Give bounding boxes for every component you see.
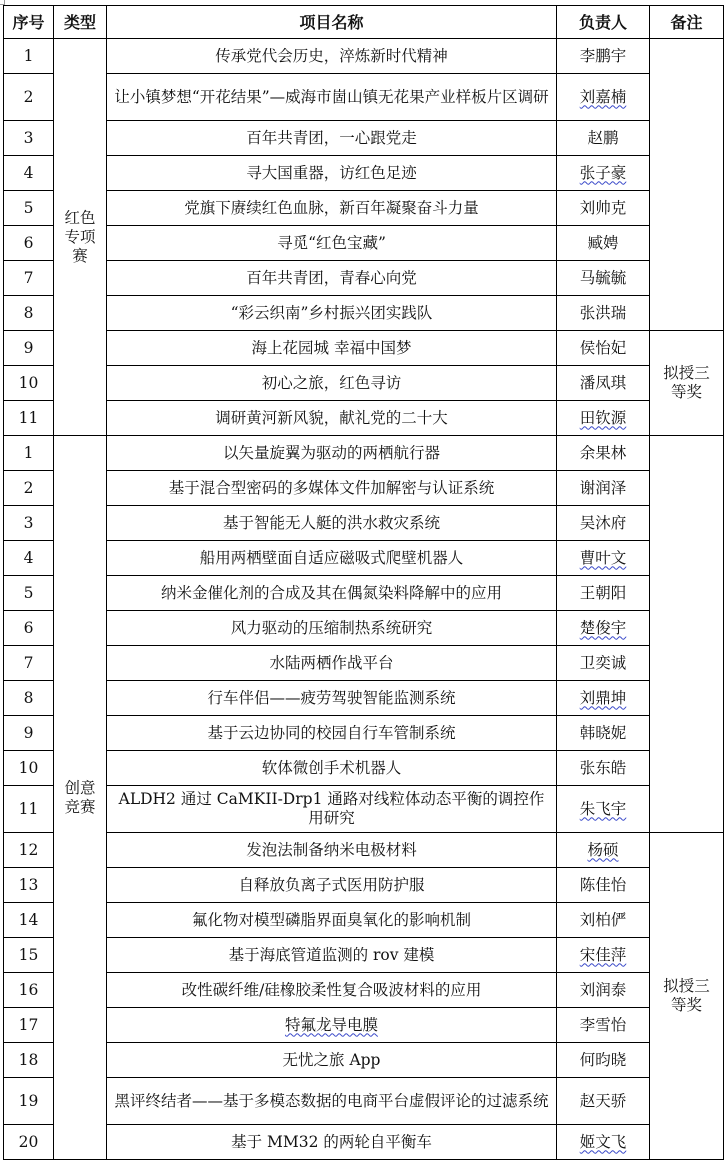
- project-lead: 何昀晓: [557, 1043, 650, 1078]
- project-lead: 张洪瑞: [557, 296, 650, 331]
- row-no: 4: [4, 541, 54, 576]
- lead-text: 曹叶文: [579, 548, 627, 567]
- row-no: 7: [4, 646, 54, 681]
- project-lead: [557, 611, 650, 646]
- row-no: 7: [4, 261, 54, 296]
- table-row: [4, 1008, 724, 1043]
- project-lead: 王朝阳: [557, 576, 650, 611]
- row-no: 5: [4, 576, 54, 611]
- note-award-red: 拟授三 等奖: [650, 331, 724, 436]
- project-lead: 李鹏宇: [557, 39, 650, 74]
- table-row: [4, 191, 724, 226]
- table-row: [4, 471, 724, 506]
- project-lead: [557, 938, 650, 973]
- project-lead: [557, 833, 650, 868]
- project-name: 基于混合型密码的多媒体文件加解密与认证系统: [107, 471, 557, 506]
- project-lead: 张东皓: [557, 751, 650, 786]
- project-lead: [557, 681, 650, 716]
- note-empty: [650, 436, 724, 833]
- row-no: 11: [4, 786, 54, 833]
- lead-text: 田钦源: [579, 408, 627, 427]
- project-lead: 余果林: [557, 436, 650, 471]
- header-type: 类型: [54, 6, 107, 39]
- header-row: [4, 6, 724, 39]
- project-name: [107, 1008, 557, 1043]
- table-row: [4, 261, 724, 296]
- row-no: 19: [4, 1078, 54, 1125]
- row-no: 3: [4, 506, 54, 541]
- project-name: “彩云织南”乡村振兴团实践队: [107, 296, 557, 331]
- lead-text: 张子豪: [579, 163, 627, 182]
- lead-text: 刘嘉楠: [579, 87, 627, 106]
- table-row: [4, 541, 724, 576]
- project-lead: [557, 541, 650, 576]
- row-no: 6: [4, 226, 54, 261]
- project-name: 党旗下赓续红色血脉，新百年凝聚奋斗力量: [107, 191, 557, 226]
- row-no: 6: [4, 611, 54, 646]
- table-row: [4, 716, 724, 751]
- table-row: [4, 506, 724, 541]
- row-no: 8: [4, 296, 54, 331]
- project-lead: 韩晓妮: [557, 716, 650, 751]
- row-no: 5: [4, 191, 54, 226]
- header-name: 项目名称: [107, 6, 557, 39]
- row-no: 12: [4, 833, 54, 868]
- project-name: 初心之旅，红色寻访: [107, 366, 557, 401]
- project-name: 自释放负离子式医用防护服: [107, 868, 557, 903]
- project-lead: 吴沐府: [557, 506, 650, 541]
- project-name: 黑评终结者——基于多模态数据的电商平台虚假评论的过滤系统: [107, 1078, 557, 1125]
- project-lead: [557, 401, 650, 436]
- award-table: [3, 5, 724, 1160]
- table-row: [4, 681, 724, 716]
- project-lead: 李雪怡: [557, 1008, 650, 1043]
- project-name: 以矢量旋翼为驱动的两栖航行器: [107, 436, 557, 471]
- project-lead: 卫奕诚: [557, 646, 650, 681]
- project-name: 寻大国重器，访红色足迹: [107, 156, 557, 191]
- row-no: 9: [4, 716, 54, 751]
- header-note: 备注: [650, 6, 724, 39]
- project-lead: 刘柏俨: [557, 903, 650, 938]
- table-row: [4, 1078, 724, 1125]
- lead-text: 宋佳萍: [579, 945, 627, 964]
- lead-text: 杨硕: [587, 840, 619, 859]
- project-name: 传承党代会历史，淬炼新时代精神: [107, 39, 557, 74]
- project-name: 基于云边协同的校园自行车管制系统: [107, 716, 557, 751]
- project-lead: 潘凤琪: [557, 366, 650, 401]
- project-lead: 赵鹏: [557, 121, 650, 156]
- row-no: 9: [4, 331, 54, 366]
- note-award-creative: 拟授三 等奖: [650, 833, 724, 1160]
- row-no: 4: [4, 156, 54, 191]
- project-lead: 刘帅克: [557, 191, 650, 226]
- table-row: [4, 833, 724, 868]
- table-row: [4, 1043, 724, 1078]
- project-name: 寻觅“红色宝藏”: [107, 226, 557, 261]
- row-no: 3: [4, 121, 54, 156]
- header-no: 序号: [4, 6, 54, 39]
- table-row: [4, 436, 724, 471]
- project-name: 百年共青团，青春心向党: [107, 261, 557, 296]
- project-lead: 马毓毓: [557, 261, 650, 296]
- table-row: [4, 1125, 724, 1160]
- lead-text: 楚俊宇: [579, 618, 627, 637]
- lead-text: 刘鼎坤: [579, 688, 627, 707]
- row-no: 13: [4, 868, 54, 903]
- table-row: [4, 646, 724, 681]
- project-name: 改性碳纤维/硅橡胶柔性复合吸波材料的应用: [107, 973, 557, 1008]
- project-lead: [557, 156, 650, 191]
- row-no: 2: [4, 74, 54, 121]
- lead-text: 朱飞宇: [579, 799, 627, 818]
- row-no: 8: [4, 681, 54, 716]
- row-no: 17: [4, 1008, 54, 1043]
- project-name: 基于智能无人艇的洪水救灾系统: [107, 506, 557, 541]
- table-row: [4, 366, 724, 401]
- table-row: [4, 156, 724, 191]
- note-empty: [650, 39, 724, 331]
- row-no: 20: [4, 1125, 54, 1160]
- project-lead: 侯怡妃: [557, 331, 650, 366]
- project-name: 调研黄河新风貌，献礼党的二十大: [107, 401, 557, 436]
- project-lead: [557, 74, 650, 121]
- table-row: [4, 296, 724, 331]
- project-name: 水陆两栖作战平台: [107, 646, 557, 681]
- project-name: ALDH2 通过 CaMKII-Drp1 通路对线粒体动态平衡的调控作用研究: [107, 786, 557, 833]
- name-text: 特氟龙导电膜: [284, 1015, 378, 1034]
- project-name: 风力驱动的压缩制热系统研究: [107, 611, 557, 646]
- project-lead: 谢润泽: [557, 471, 650, 506]
- table-row: [4, 576, 724, 611]
- project-name: 让小镇梦想“开花结果”—威海市崮山镇无花果产业样板片区调研: [107, 74, 557, 121]
- row-no: 1: [4, 39, 54, 74]
- row-no: 14: [4, 903, 54, 938]
- project-lead: 陈佳怡: [557, 868, 650, 903]
- table-row: [4, 121, 724, 156]
- row-no: 2: [4, 471, 54, 506]
- table-row: [4, 39, 724, 74]
- lead-text: 姬文飞: [579, 1132, 627, 1151]
- project-lead: [557, 786, 650, 833]
- table-row: [4, 331, 724, 366]
- table-row: [4, 226, 724, 261]
- project-lead: 赵天骄: [557, 1078, 650, 1125]
- category-red: 红色 专项 赛: [54, 39, 107, 436]
- table-row: [4, 938, 724, 973]
- table-row: [4, 903, 724, 938]
- table-row: [4, 401, 724, 436]
- category-creative: 创意 竞赛: [54, 436, 107, 1160]
- project-name: 氟化物对模型磷脂界面臭氧化的影响机制: [107, 903, 557, 938]
- project-name: 行车伴侣——疲劳驾驶智能监测系统: [107, 681, 557, 716]
- project-lead: 臧娉: [557, 226, 650, 261]
- table-row: [4, 74, 724, 121]
- row-no: 18: [4, 1043, 54, 1078]
- project-name: 纳米金催化剂的合成及其在偶氮染料降解中的应用: [107, 576, 557, 611]
- row-no: 16: [4, 973, 54, 1008]
- project-lead: 刘润泰: [557, 973, 650, 1008]
- row-no: 15: [4, 938, 54, 973]
- row-no: 11: [4, 401, 54, 436]
- row-no: 10: [4, 366, 54, 401]
- row-no: 1: [4, 436, 54, 471]
- table-row: [4, 751, 724, 786]
- header-lead: 负责人: [557, 6, 650, 39]
- table-row: [4, 973, 724, 1008]
- row-no: 10: [4, 751, 54, 786]
- table-row: [4, 611, 724, 646]
- project-name: 船用两栖壁面自适应磁吸式爬壁机器人: [107, 541, 557, 576]
- project-name: 百年共青团，一心跟党走: [107, 121, 557, 156]
- project-name: 基于海底管道监测的 rov 建模: [107, 938, 557, 973]
- table-row: [4, 786, 724, 833]
- project-lead: [557, 1125, 650, 1160]
- table-row: [4, 868, 724, 903]
- project-name: 无忧之旅 App: [107, 1043, 557, 1078]
- project-name: 海上花园城 幸福中国梦: [107, 331, 557, 366]
- project-name: 发泡法制备纳米电极材料: [107, 833, 557, 868]
- project-name: 软体微创手术机器人: [107, 751, 557, 786]
- project-name: 基于 MM32 的两轮自平衡车: [107, 1125, 557, 1160]
